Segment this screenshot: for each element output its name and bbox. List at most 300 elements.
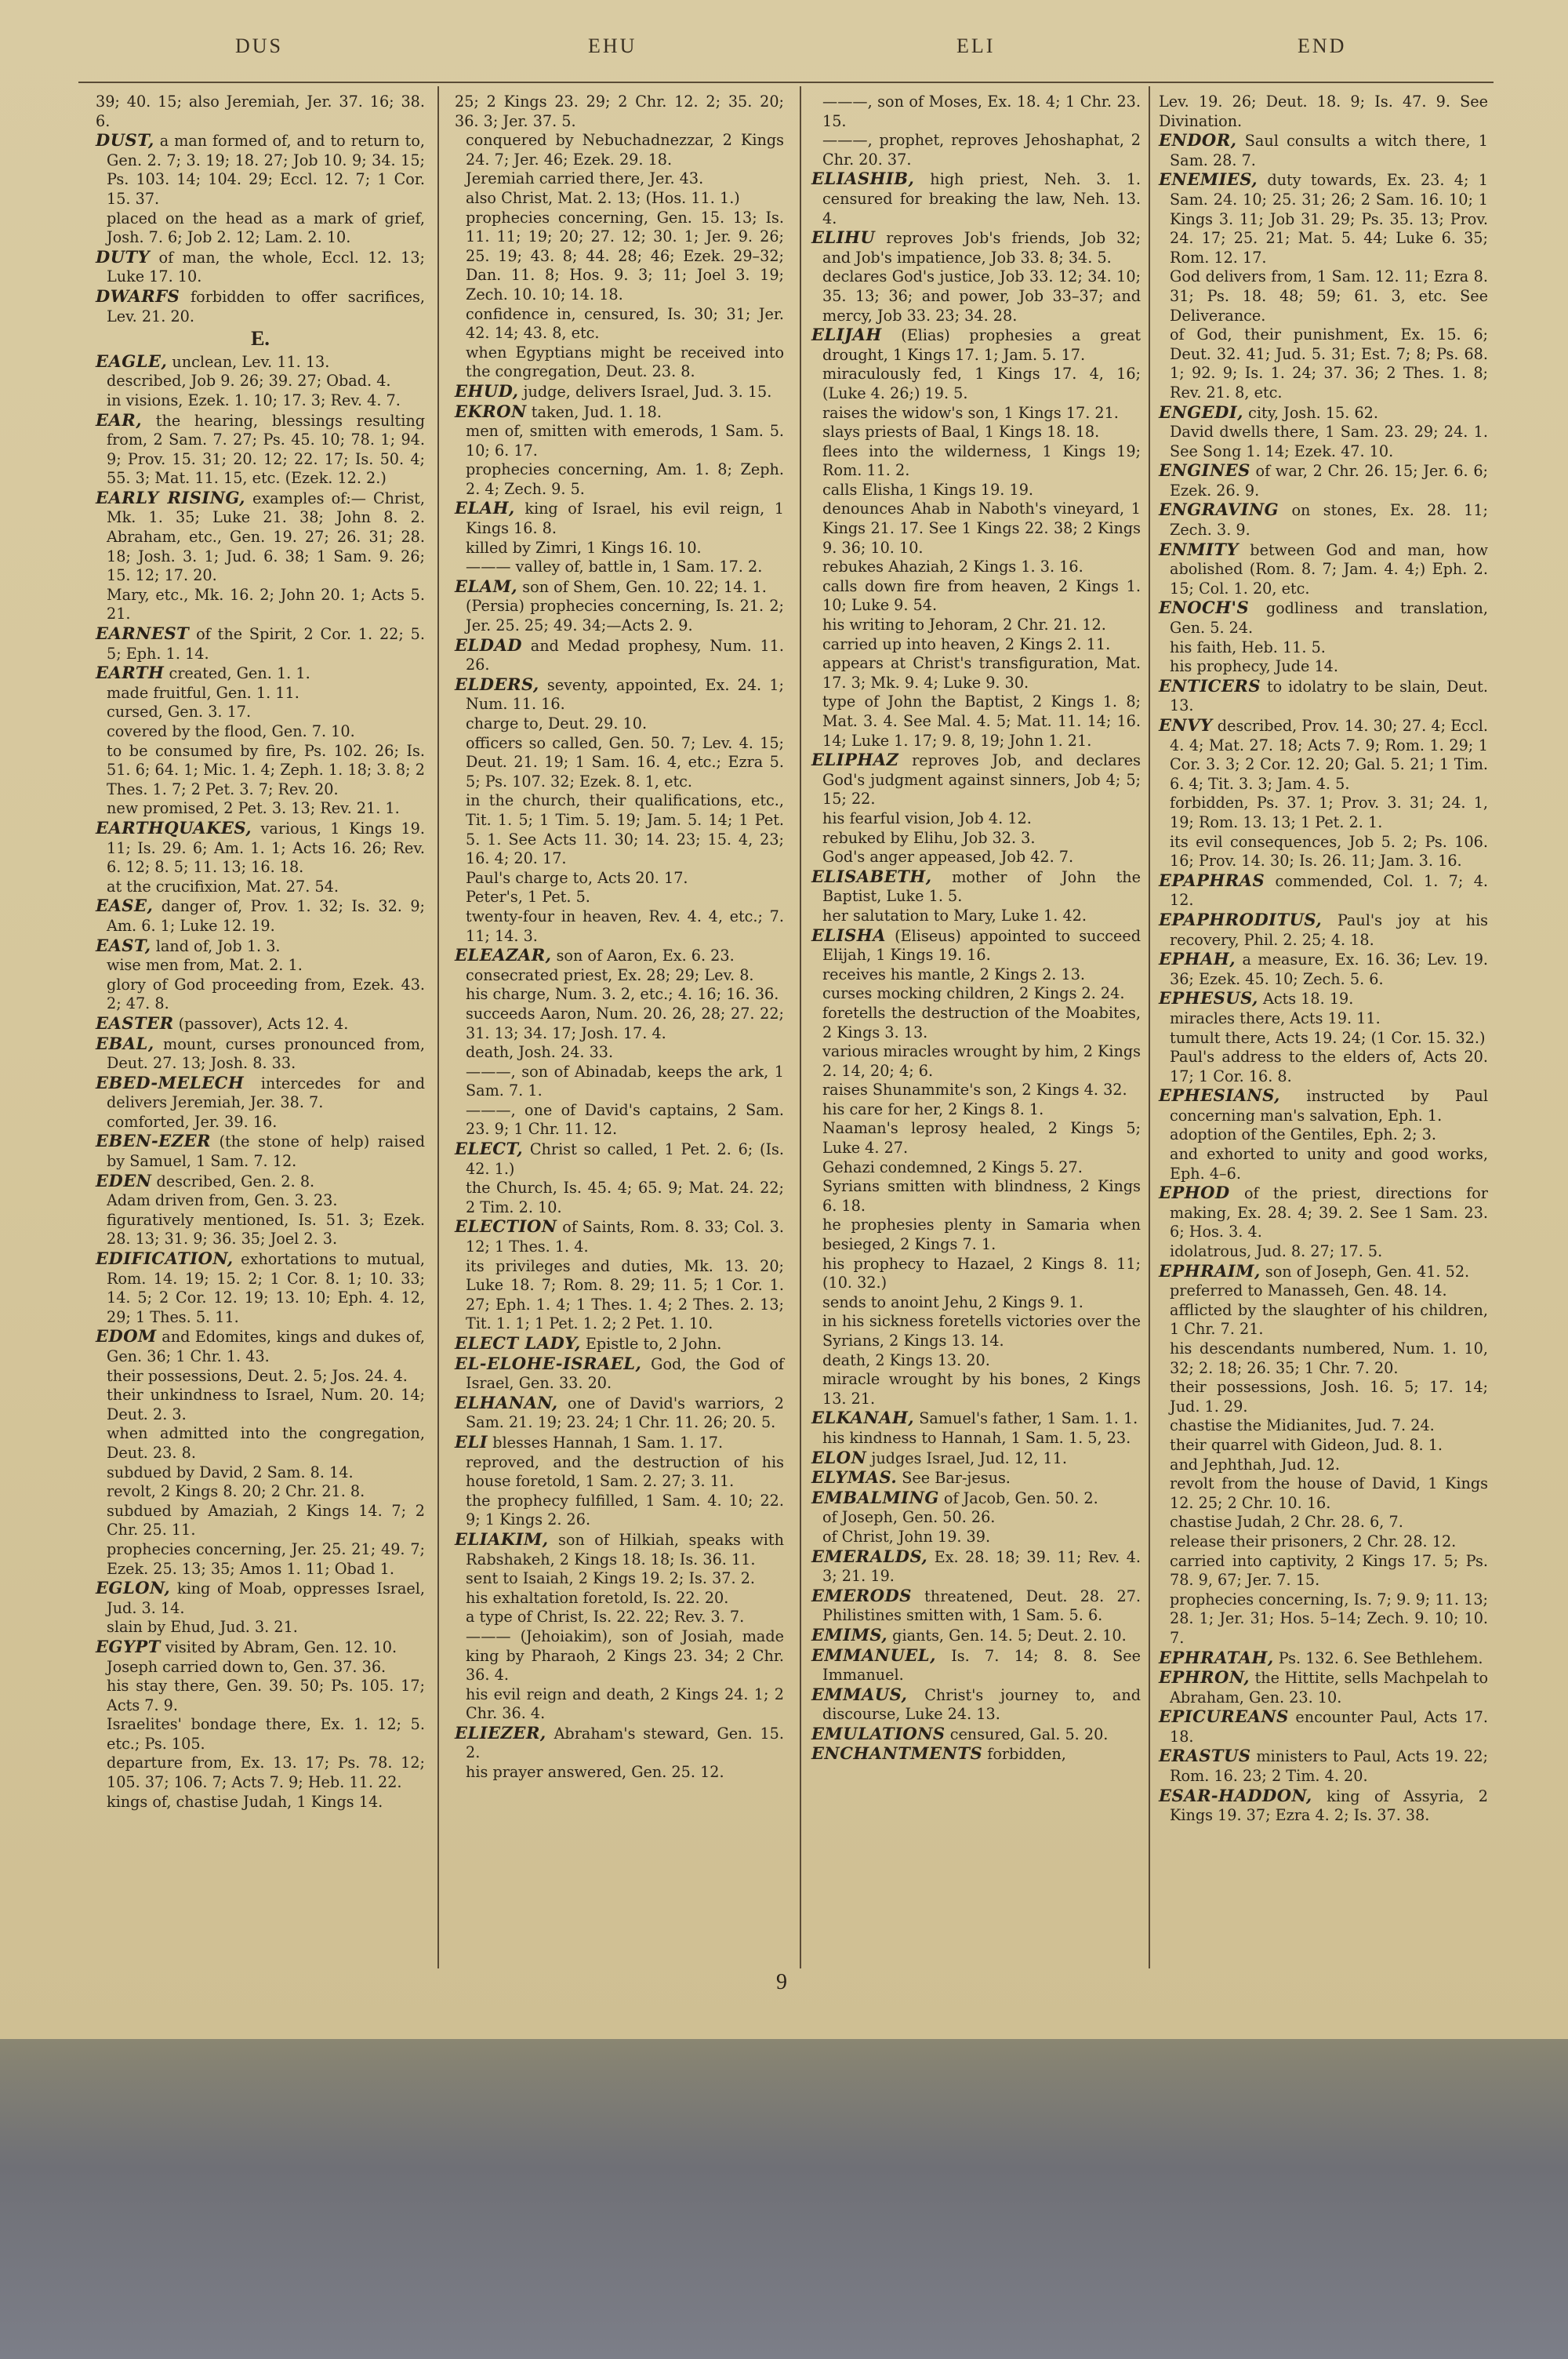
- entry-headword: ENDOR,: [1159, 130, 1237, 151]
- index-entry: [1159, 461, 1488, 500]
- index-subentry: [96, 1211, 425, 1249]
- running-header-4: END: [1298, 35, 1347, 57]
- index-subentry: [455, 1627, 784, 1685]
- entry-text: God's anger appeased, Job 42. 7.: [822, 848, 1074, 867]
- index-entry: [96, 1172, 425, 1192]
- entry-text: described, Gen. 2. 8.: [151, 1172, 315, 1190]
- entry-headword: EMERALDS,: [811, 1546, 928, 1566]
- index-subentry: [811, 1351, 1141, 1371]
- entry-headword: EPAPHRAS: [1159, 870, 1265, 890]
- entry-text: various miracles wrought by him, 2 Kings 2. 14, 20; 4; 6.: [822, 1042, 1141, 1080]
- index-subentry: [811, 1508, 1141, 1528]
- index-entry: [811, 1646, 1141, 1685]
- entry-text: the Hittite, sells Machpelah to Abraham, Gen. 23. 10.: [1170, 1669, 1488, 1707]
- entry-text: his stay there, Gen. 39. 50; Ps. 105. 17; Acts 7. 9.: [107, 1677, 425, 1714]
- entry-text: declares God's justice, Job 33. 12; 34. 10; 35. 13; 36; and power, Job 33–37; and mercy, Job 33. 23; 34. 28.: [822, 267, 1141, 325]
- index-entry: [96, 1249, 425, 1327]
- entry-text: conquered by Nebuchadnezzar, 2 Kings 24. 7; Jer. 46; Ezek. 29. 18.: [466, 131, 784, 169]
- entry-text: and Edomites, kings and dukes of, Gen. 36; 1 Chr. 1. 43.: [107, 1328, 425, 1365]
- entry-headword: EPHRON,: [1159, 1667, 1250, 1688]
- index-subentry: [1159, 1513, 1488, 1532]
- entry-text: ———, prophet, reproves Jehoshaphat, 2 Chr. 20. 37.: [822, 131, 1141, 169]
- entry-text: prophecies concerning, Gen. 15. 13; Is. 11. 11; 19; 20; 27. 12; 30. 1; Jer. 9. 26; 25. 19; 43. 8; 44. 28; 46; Ezek. 29–32; Dan. 11. 8; Hos. 9. 3; 11; Joel 3. 19; Zech. 10. 10; 14. 18.: [466, 208, 784, 304]
- index-subentry: [455, 597, 784, 635]
- index-subentry: [1159, 423, 1488, 461]
- index-subentry: [455, 460, 784, 499]
- index-entry: [1159, 1668, 1488, 1707]
- entry-text: (the stone of help) raised by Samuel, 1 Sam. 7. 12.: [107, 1132, 425, 1171]
- index-entry: [1159, 716, 1488, 794]
- entry-headword: ELIASHIB,: [811, 169, 915, 189]
- index-subentry: [811, 558, 1141, 577]
- index-entry: [96, 624, 425, 663]
- index-subentry: [1159, 1436, 1488, 1456]
- index-subentry: [811, 635, 1141, 655]
- index-entry: [811, 867, 1141, 907]
- entry-text: her salutation to Mary, Luke 1. 42.: [822, 906, 1087, 925]
- entry-headword: ELKANAH,: [811, 1408, 915, 1428]
- entry-text: ———, son of Abinadab, keeps the ark, 1 Sam. 7. 1.: [466, 1062, 784, 1100]
- index-entry: [455, 382, 784, 402]
- index-subentry: [1159, 794, 1488, 832]
- index-entry: [96, 1034, 425, 1074]
- entry-headword: EARTH: [96, 663, 165, 683]
- entry-text: of the priest, directions for making, Ex. 28. 4; 39. 2. See 1 Sam. 23. 6; Hos. 3. 4.: [1170, 1184, 1488, 1241]
- entry-headword: EPHESUS,: [1159, 988, 1258, 1009]
- entry-text: carried into captivity, 2 Kings 17. 5; Ps. 78. 9, 67; Jer. 7. 15.: [1170, 1551, 1488, 1590]
- entry-text: sends to anoint Jehu, 2 Kings 9. 1.: [822, 1292, 1083, 1311]
- entry-text: commended, Col. 1. 7; 4. 12.: [1170, 871, 1488, 910]
- entry-text: consecrated priest, Ex. 28; 29; Lev. 8.: [466, 965, 754, 984]
- entry-text: judges Israel, Jud. 12, 11.: [866, 1448, 1067, 1467]
- index-subentry: [811, 577, 1141, 616]
- index-subentry: [1159, 1125, 1488, 1145]
- entry-text: in his sickness foretells victories over the Syrians, 2 Kings 13. 14.: [822, 1312, 1141, 1350]
- index-subentry: [96, 391, 425, 411]
- index-entry: [1159, 1648, 1488, 1669]
- index-subentry: [96, 1715, 425, 1754]
- entry-text: and Medad prophesy, Num. 11. 26.: [466, 636, 784, 674]
- index-subentry: [1159, 1456, 1488, 1475]
- index-subentry: [455, 1763, 784, 1783]
- entry-text: officers so called, Gen. 50. 7; Lev. 4. 15; Deut. 21. 19; 1 Sam. 16. 4, etc.; Ezra 5. 5; Ps. 107. 32; Ezek. 8. 1, etc.: [466, 733, 784, 791]
- entry-text: rebuked by Elihu, Job 32. 3.: [822, 828, 1036, 847]
- entry-text: wise men from, Mat. 2. 1.: [107, 956, 303, 975]
- entry-text: receives his mantle, 2 Kings 2. 13.: [822, 965, 1086, 983]
- entry-text: departure from, Ex. 13. 17; Ps. 78. 12; 105. 37; 106. 7; Acts 7. 9; Heb. 11. 22.: [107, 1754, 425, 1792]
- entry-text: one of David's warriors, 2 Sam. 21. 19; 23. 24; 1 Chr. 11. 26; 20. 5.: [466, 1394, 784, 1432]
- entry-headword: EAR,: [96, 409, 143, 430]
- entry-text: killed by Zimri, 1 Kings 16. 10.: [466, 538, 702, 557]
- running-header-3: ELI: [956, 35, 996, 57]
- entry-text: his fearful vision, Job 4. 12.: [822, 809, 1032, 827]
- entry-headword: DUTY: [96, 246, 151, 267]
- entry-headword: EMBALMING: [811, 1487, 939, 1507]
- entry-headword: ELYMAS.: [811, 1467, 898, 1488]
- entry-text: Peter's, 1 Pet. 5.: [466, 888, 590, 907]
- entry-text: blesses Hannah, 1 Sam. 1. 17.: [488, 1433, 724, 1452]
- index-entry: [455, 1530, 784, 1569]
- entry-text: God delivers from, 1 Sam. 12. 11; Ezra 8. 31; Ps. 18. 48; 59; 61. 3, etc. See Deliverance.: [1170, 267, 1488, 325]
- index-entry: [811, 325, 1141, 365]
- index-subentry: [455, 966, 784, 986]
- entry-text: prophecies concerning, Is. 7; 9. 9; 11. 13; 28. 1; Jer. 31; Hos. 5–14; Zech. 9. 10; 10. 7.: [1170, 1590, 1488, 1647]
- entry-text: reproves Job, and declares God's judgment against sinners, Job 4; 5; 15; 22.: [822, 751, 1141, 809]
- index-entry: [455, 1724, 784, 1763]
- index-subentry: [811, 1119, 1141, 1158]
- entry-headword: ELIPHAZ: [811, 750, 899, 770]
- index-subentry: [96, 799, 425, 819]
- index-entry: [455, 946, 784, 966]
- entry-text: forbidden,: [982, 1745, 1066, 1764]
- index-entry: [455, 1217, 784, 1256]
- index-subentry: [96, 722, 425, 742]
- index-subentry: [1159, 1029, 1488, 1049]
- entry-text: the prophecy fulfilled, 1 Sam. 4. 10; 22. 9; 1 Kings 2. 26.: [466, 1491, 784, 1529]
- index-column-1: [96, 93, 425, 1812]
- index-subentry: [96, 1424, 425, 1463]
- index-subentry: [455, 734, 784, 792]
- entry-text: Paul's joy at his recovery, Phil. 2. 25; 4. 18.: [1170, 911, 1488, 949]
- entry-text: raises Shunammite's son, 2 Kings 4. 32.: [822, 1081, 1127, 1100]
- entry-text: (Eliseus) appointed to succeed Elijah, 1 Kings 19. 16.: [822, 926, 1141, 965]
- entry-text: twenty-four in heaven, Rev. 4. 4, etc.; 7. 11; 14. 3.: [466, 907, 784, 945]
- entry-text: calls Elisha, 1 Kings 19. 19.: [822, 480, 1034, 499]
- index-entry: [1159, 598, 1488, 638]
- entry-text: in visions, Ezek. 1. 10; 17. 3; Rev. 4. 7.: [107, 391, 401, 409]
- index-subentry: [455, 888, 784, 907]
- entry-headword: ENCHANTMENTS: [811, 1743, 983, 1764]
- entry-headword: ELECT LADY,: [455, 1333, 581, 1353]
- index-entry: [96, 411, 425, 489]
- entry-text: calls down fire from heaven, 2 Kings 1. 10; Luke 9. 54.: [822, 576, 1141, 615]
- entry-headword: ELAH,: [455, 498, 515, 518]
- index-subentry: [811, 1370, 1141, 1408]
- entry-headword: ESAR-HADDON,: [1159, 1785, 1312, 1805]
- index-subentry: [811, 1216, 1141, 1254]
- entry-headword: EMMAUS,: [811, 1684, 908, 1704]
- entry-text: danger of, Prov. 1. 32; Is. 32. 9; Am. 6. 1; Luke 12. 19.: [107, 897, 425, 935]
- entry-text: chastise Judah, 2 Chr. 28. 6, 7.: [1170, 1513, 1403, 1532]
- entry-headword: ELI: [455, 1431, 488, 1452]
- entry-headword: EARLY RISING,: [96, 487, 245, 507]
- index-subentry: [1159, 267, 1488, 325]
- index-subentry: [96, 1463, 425, 1483]
- index-entry: [96, 287, 425, 326]
- index-entry: [455, 675, 784, 714]
- index-subentry: [455, 1569, 784, 1589]
- entry-text: between God and man, how abolished (Rom. 8. 7; Jam. 4. 4;) Eph. 2. 15; Col. 1. 20, etc.: [1170, 540, 1488, 598]
- index-subentry: [455, 985, 784, 1005]
- entry-text: city, Josh. 15. 62.: [1243, 403, 1378, 422]
- index-subentry: [455, 1453, 784, 1492]
- entry-text: forbidden to offer sacrifices, Lev. 21. 20.: [107, 287, 425, 325]
- index-subentry: [811, 692, 1141, 751]
- entry-text: a man formed of, and to return to, Gen. 2. 7; 3. 19; 18. 27; Job 10. 9; 34. 15; Ps. 103. 14; 104. 29; Eccl. 12. 7; 1 Cor. 15. 37.: [107, 132, 425, 208]
- index-entry: [1159, 989, 1488, 1009]
- index-entry: [455, 577, 784, 598]
- index-subentry: [96, 976, 425, 1014]
- entry-headword: EMERODS: [811, 1585, 912, 1605]
- entry-text: Epistle to, 2 John.: [580, 1335, 722, 1353]
- index-subentry: [96, 1191, 425, 1211]
- entry-headword: EAST,: [96, 935, 151, 955]
- entry-headword: ELEAZAR,: [455, 945, 552, 965]
- index-subentry: [811, 1255, 1141, 1293]
- entry-headword: EBAL,: [96, 1033, 154, 1053]
- entry-headword: EDOM: [96, 1326, 157, 1347]
- index-entry: [1159, 500, 1488, 540]
- index-entry: [811, 1448, 1141, 1469]
- entry-text: land of, Job 1. 3.: [151, 936, 281, 955]
- index-entry: [96, 1074, 425, 1113]
- entry-text: David dwells there, 1 Sam. 23. 29; 24. 1. See Song 1. 14; Ezek. 47. 10.: [1170, 423, 1488, 460]
- entry-text: his evil reign and death, 2 Kings 24. 1; 2 Chr. 36. 4.: [466, 1685, 784, 1723]
- index-subentry: [811, 404, 1141, 423]
- index-entry: [1159, 950, 1488, 989]
- entry-text: prophecies concerning, Am. 1. 8; Zeph. 2. 4; Zech. 9. 5.: [466, 460, 784, 498]
- entry-text: a type of Christ, Is. 22. 22; Rev. 3. 7.: [466, 1608, 745, 1627]
- entry-text: appears at Christ's transfiguration, Mat. 17. 3; Mk. 9. 4; Luke 9. 30.: [822, 654, 1141, 692]
- entry-text: various, 1 Kings 19. 11; Is. 29. 6; Am. 1. 1; Acts 16. 26; Rev. 6. 12; 8. 5; 11. 13; 16. 18.: [107, 819, 425, 877]
- index-subentry: [1159, 833, 1488, 871]
- entry-text: Christ so called, 1 Pet. 2. 6; (Is. 42. 1.): [466, 1140, 784, 1178]
- entry-text: examples of:— Christ, Mk. 1. 35; Luke 21. 38; John 8. 2. Abraham, etc., Gen. 19. 27; 26. 31; 28. 18; Josh. 3. 1; Jud. 6. 38; 1 Sam. 9. 26; 15. 12; 17. 20.: [107, 489, 425, 585]
- entry-headword: EARNEST: [96, 623, 190, 644]
- index-subentry: [1159, 1339, 1488, 1378]
- entry-text: of God, their punishment, Ex. 15. 6; Deut. 32. 41; Jud. 5. 31; Est. 7; 8; Ps. 68. 1; 92. 9; Is. 1. 24; 37. 36; 2 Thes. 1. 8; Rev. 21. 8, etc.: [1170, 325, 1488, 402]
- entry-headword: ELON: [811, 1447, 867, 1467]
- entry-text: 25; 2 Kings 23. 29; 2 Chr. 12. 2; 35. 20; 36. 3; Jer. 37. 5.: [455, 93, 784, 130]
- entry-text: judge, delivers Israel, Jud. 3. 15.: [518, 382, 772, 401]
- index-entry: [1159, 1086, 1488, 1125]
- index-subentry: [96, 1482, 425, 1502]
- index-subentry: [96, 742, 425, 800]
- entry-text: release their prisoners, 2 Chr. 28. 12.: [1170, 1532, 1457, 1550]
- index-column-2: [455, 93, 784, 1783]
- index-entry: [1159, 540, 1488, 599]
- index-entry: [1159, 1747, 1488, 1786]
- entry-headword: EASTER: [96, 1012, 174, 1033]
- index-entry: [811, 228, 1141, 267]
- index-entry: [96, 896, 425, 936]
- entry-headword: ENVY: [1159, 715, 1213, 735]
- entry-headword: ENTICERS: [1159, 675, 1261, 696]
- entry-text: type of John the Baptist, 2 Kings 1. 8; Mat. 3. 4. See Mal. 4. 5; Mat. 11. 14; 16. 14; Luke 1. 17; 9. 8, 19; John 1. 21.: [822, 692, 1141, 750]
- entry-text: revolt from the house of David, 1 Kings 12. 25; 2 Chr. 10. 16.: [1170, 1474, 1488, 1512]
- index-entry: [96, 1132, 425, 1171]
- entry-text: their possessions, Josh. 16. 5; 17. 14; Jud. 1. 29.: [1170, 1378, 1488, 1416]
- index-subentry: [455, 1608, 784, 1627]
- index-entry: [1159, 677, 1488, 716]
- entry-text: the hearing, blessings resulting from, 2 Sam. 7. 27; Ps. 45. 10; 78. 1; 94. 9; Prov. 15. 31; 20. 12; 22. 17; Is. 50. 4; 55. 3; Mat. 11. 15, etc. (Ezek. 12. 2.): [107, 411, 425, 488]
- index-subentry: [811, 500, 1141, 558]
- entry-text: Jeremiah carried there, Jer. 43.: [466, 169, 704, 188]
- entry-text: created, Gen. 1. 1.: [164, 664, 310, 683]
- index-entry: [455, 1334, 784, 1354]
- entry-headword: EGLON,: [96, 1578, 171, 1598]
- entry-text: Is. 7. 14; 8. 8. See Immanuel.: [822, 1646, 1141, 1685]
- entry-headword: EDEN: [96, 1170, 152, 1190]
- entry-text: comforted, Jer. 39. 16.: [107, 1112, 278, 1131]
- index-subentry: [1159, 1532, 1488, 1552]
- entry-headword: EPHESIANS,: [1159, 1085, 1280, 1106]
- index-entry: [96, 352, 425, 373]
- index-entry: [811, 1587, 1141, 1626]
- entry-text: of war, 2 Chr. 26. 15; Jer. 6. 6; Ezek. 26. 9.: [1170, 462, 1488, 500]
- index-subentry: [1159, 1242, 1488, 1262]
- scan-background: [0, 2039, 1568, 2359]
- entry-text: mount, curses pronounced from, Deut. 27. 13; Josh. 8. 33.: [107, 1034, 425, 1073]
- entry-text: visited by Abram, Gen. 12. 10.: [160, 1637, 397, 1656]
- entry-headword: DUST,: [96, 130, 154, 151]
- entry-text: his kindness to Hannah, 1 Sam. 1. 5, 23.: [822, 1428, 1131, 1447]
- running-header-1: DUS: [235, 35, 284, 57]
- index-subentry: [811, 1177, 1141, 1216]
- entry-text: son of Joseph, Gen. 41. 52.: [1260, 1262, 1470, 1281]
- entry-text: carried up into heaven, 2 Kings 2. 11.: [822, 634, 1111, 653]
- index-subentry: [811, 1100, 1141, 1120]
- entry-text: on stones, Ex. 28. 11; Zech. 3. 9.: [1170, 501, 1488, 540]
- entry-text: in the church, their qualifications, etc., Tit. 1. 5; 1 Tim. 5. 19; Jam. 5. 14; 1 Pet. 5. 1. See Acts 11. 30; 14. 23; 15. 4, 23; 16. 4; 20. 17.: [466, 791, 784, 868]
- entry-text: threatened, Deut. 28. 27. Philistines smitten with, 1 Sam. 5. 6.: [822, 1587, 1141, 1625]
- page-number: 9: [776, 1970, 787, 1994]
- index-subentry: [1159, 1009, 1488, 1029]
- index-subentry: [1159, 93, 1488, 131]
- index-subentry: [455, 343, 784, 382]
- entry-text: he prophesies plenty in Samaria when besieged, 2 Kings 7. 1.: [822, 1216, 1141, 1254]
- index-subentry: [455, 869, 784, 889]
- index-subentry: [811, 1158, 1141, 1178]
- header-rule: [78, 82, 1494, 83]
- entry-text: ministers to Paul, Acts 19. 22; Rom. 16. 23; 2 Tim. 4. 20.: [1170, 1747, 1488, 1786]
- index-subentry: [811, 984, 1141, 1004]
- index-subentry: [811, 809, 1141, 829]
- index-entry: [455, 499, 784, 538]
- index-subentry: [811, 1429, 1141, 1448]
- entry-text: raises the widow's son, 1 Kings 17. 21.: [822, 403, 1119, 422]
- index-subentry: [811, 1528, 1141, 1547]
- entry-text: (Elias) prophesies a great drought, 1 Kings 17. 1; Jam. 5. 17.: [822, 326, 1141, 364]
- entry-text: to idolatry to be slain, Deut. 13.: [1170, 677, 1488, 715]
- index-entry: [96, 936, 425, 957]
- index-subentry: [455, 189, 784, 209]
- entry-headword: ERASTUS: [1159, 1746, 1251, 1766]
- entry-text: his descendants numbered, Num. 1. 10, 32; 2. 18; 26. 35; 1 Chr. 7. 20.: [1170, 1339, 1488, 1377]
- entry-text: flees into the wilderness, 1 Kings 19; Rom. 11. 2.: [822, 442, 1141, 480]
- index-subentry: [96, 1386, 425, 1424]
- entry-headword: ELIHU: [811, 227, 876, 248]
- index-subentry: [811, 907, 1141, 926]
- index-entry: [455, 1354, 784, 1394]
- index-subentry: [96, 1113, 425, 1132]
- index-subentry: [96, 1793, 425, 1812]
- entry-text: ——— valley of, battle in, 1 Sam. 17. 2.: [466, 558, 763, 576]
- entry-text: glory of God proceeding from, Ezek. 43. 2; 47. 8.: [107, 975, 425, 1013]
- entry-text: Paul's charge to, Acts 20. 17.: [466, 868, 688, 887]
- entry-text: idolatrous, Jud. 8. 27; 17. 5.: [1170, 1242, 1383, 1261]
- entry-text: made fruitful, Gen. 1. 11.: [107, 683, 299, 702]
- entry-text: slain by Ehud, Jud. 3. 21.: [107, 1618, 298, 1637]
- index-subentry: [811, 423, 1141, 442]
- index-subentry: [455, 1063, 784, 1101]
- entry-headword: ENOCH'S: [1159, 598, 1250, 618]
- entry-text: his prophecy, Jude 14.: [1170, 657, 1338, 676]
- entry-text: Christ's journey to, and discourse, Luke 24. 13.: [822, 1685, 1141, 1724]
- entry-text: king of Israel, his evil reign, 1 Kings 16. 8.: [466, 500, 784, 538]
- index-subentry: [96, 1658, 425, 1677]
- entry-text: of man, the whole, Eccl. 12. 13; Luke 17. 10.: [107, 248, 425, 286]
- index-entry: [96, 819, 425, 878]
- entry-text: miraculously fed, 1 Kings 17. 4, 16; (Luke 4. 26;) 19. 5.: [822, 365, 1141, 402]
- entry-text: king of Moab, oppresses Israel, Jud. 3. 14.: [107, 1579, 425, 1617]
- index-entry: [811, 169, 1141, 228]
- entry-headword: EPHOD: [1159, 1183, 1230, 1203]
- entry-text: of Christ, John 19. 39.: [822, 1527, 991, 1546]
- entry-text: of the Spirit, 2 Cor. 1. 22; 5. 5; Eph. 1. 14.: [107, 625, 425, 663]
- index-subentry: [811, 1042, 1141, 1081]
- index-subentry: [811, 829, 1141, 849]
- entry-text: charge to, Deut. 29. 10.: [466, 714, 648, 732]
- index-subentry: [1159, 1474, 1488, 1513]
- entry-text: covered by the flood, Gen. 7. 10.: [107, 722, 355, 740]
- index-subentry: [811, 131, 1141, 169]
- index-entry: [455, 1140, 784, 1179]
- entry-text: (passover), Acts 12. 4.: [173, 1014, 349, 1033]
- running-header-2: EHU: [588, 35, 637, 57]
- index-subentry: [1159, 638, 1488, 658]
- entry-text: succeeds Aaron, Num. 20. 26, 28; 27. 22; 31. 13; 34. 17; Josh. 17. 4.: [466, 1004, 784, 1042]
- entry-text: 39; 40. 15; also Jeremiah, Jer. 37. 16; 38. 6.: [96, 93, 425, 130]
- index-entry: [96, 1637, 425, 1658]
- index-entry: [1159, 1183, 1488, 1242]
- entry-text: godliness and translation, Gen. 5. 24.: [1170, 599, 1488, 638]
- index-subentry: [455, 209, 784, 305]
- entry-text: king of Assyria, 2 Kings 19. 37; Ezra 4. 2; Is. 37. 38.: [1170, 1787, 1488, 1825]
- index-subentry: [96, 684, 425, 703]
- entry-headword: EL-ELOHE-ISRAEL,: [455, 1353, 642, 1373]
- index-entry: [1159, 911, 1488, 950]
- entry-headword: EDIFICATION,: [96, 1249, 234, 1269]
- entry-text: his charge, Num. 3. 2, etc.; 4. 16; 16. 36.: [466, 985, 779, 1004]
- entry-text: cursed, Gen. 3. 17.: [107, 703, 252, 722]
- entry-text: and Jephthah, Jud. 12.: [1170, 1455, 1340, 1474]
- index-entry: [1159, 1707, 1488, 1747]
- index-subentry: [455, 131, 784, 169]
- index-subentry: [455, 791, 784, 868]
- index-subentry: [811, 365, 1141, 403]
- entry-text: his faith, Heb. 11. 5.: [1170, 638, 1326, 656]
- entry-headword: ELHANAN,: [455, 1392, 558, 1412]
- entry-text: Syrians smitten with blindness, 2 Kings 6. 18.: [822, 1177, 1141, 1215]
- entry-text: Naaman's leprosy healed, 2 Kings 5; Luke 4. 27.: [822, 1119, 1141, 1158]
- index-subentry: [1159, 1301, 1488, 1339]
- entry-text: God, the God of Israel, Gen. 33. 20.: [466, 1354, 784, 1393]
- entry-text: forbidden, Ps. 37. 1; Prov. 3. 31; 24. 1, 19; Rom. 13. 13; 1 Pet. 2. 1.: [1170, 794, 1488, 831]
- entry-text: son of Shem, Gen. 10. 22; 14. 1.: [517, 577, 767, 596]
- entry-text: the Church, Is. 45. 4; 65. 9; Mat. 24. 22; 2 Tim. 2. 10.: [466, 1179, 784, 1216]
- entry-text: son of Aaron, Ex. 6. 23.: [551, 947, 735, 965]
- entry-text: Lev. 19. 26; Deut. 18. 9; Is. 47. 9. See Divination.: [1159, 93, 1488, 130]
- entry-text: afflicted by the slaughter of his children, 1 Chr. 7. 21.: [1170, 1300, 1488, 1339]
- index-entry: [811, 1408, 1141, 1429]
- index-entry: [1159, 871, 1488, 911]
- index-subentry: [96, 1540, 425, 1579]
- entry-text: revolt, 2 Kings 8. 20; 2 Chr. 21. 8.: [107, 1482, 365, 1501]
- entry-headword: ENGRAVING: [1159, 500, 1279, 520]
- entry-text: mother of John the Baptist, Luke 1. 5.: [822, 867, 1141, 906]
- index-subentry: [811, 965, 1141, 985]
